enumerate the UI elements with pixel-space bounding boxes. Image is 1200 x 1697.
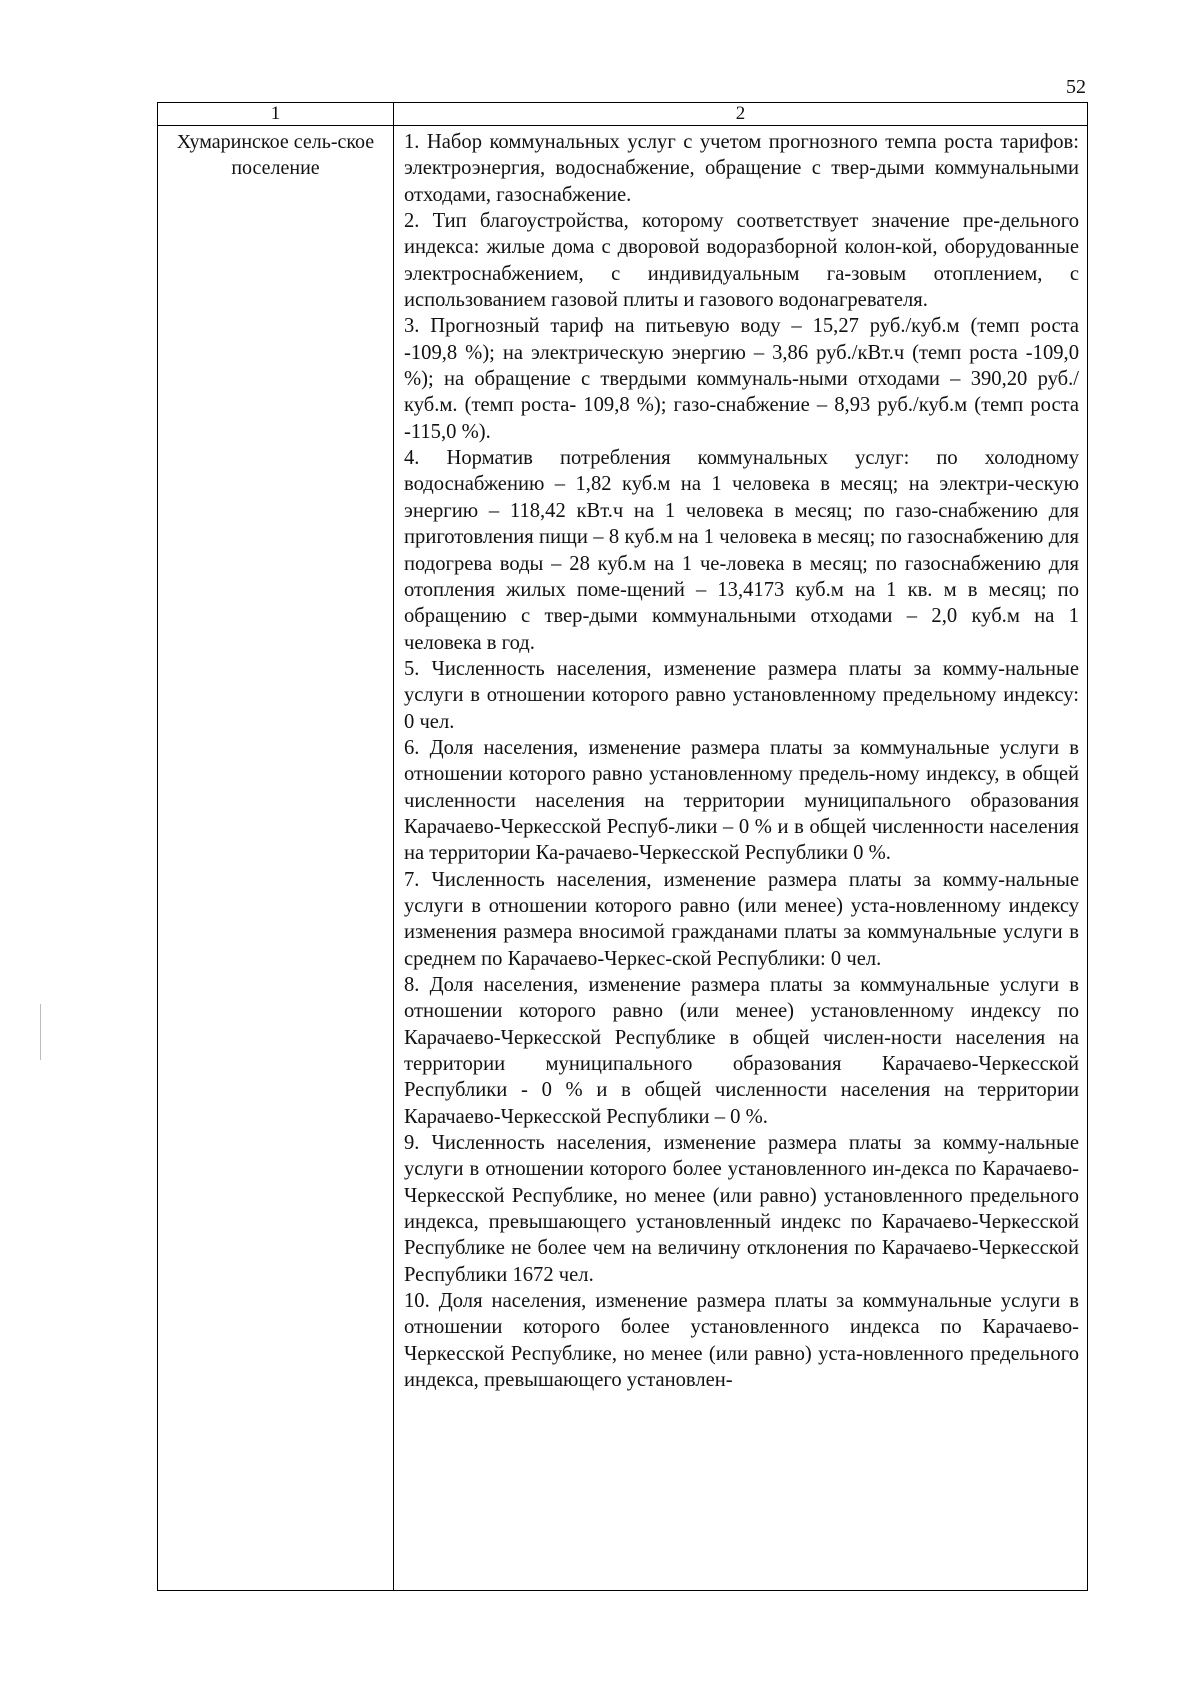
- paragraph-4: 4. Норматив потребления коммунальных услуг: по холодному водоснабжению – 1,82 куб.м на 1 человека в месяц; на электри-ческую энергию – 118,42 кВт.ч на 1 человека в месяц; по газо-снабжению для приготовления пищи – 8 куб.м на 1 человека в месяц; по газоснабжению для подогрева воды – 28 куб.м на 1 че-ловека в месяц; по газоснабжению для отопления жилых поме-щений – 13,4173 куб.м на 1 кв. м в месяц; по обращению с твер-дыми коммунальными отходами – 2,0 куб.м на 1 человека в год.: [404, 447, 1079, 654]
- paragraph-9: 9. Численность населения, изменение размера платы за комму-нальные услуги в отношении которого более установленного ин-декса по Карачаево-Черкесской Республике, но менее (или равно) установленного предельного индекса, превышающего установленный индекс по Карачаево-Черкесской Республике не более чем на величину отклонения по Карачаево-Черкесской Республики 1672 чел.: [404, 1132, 1079, 1286]
- paragraph-5: 5. Численность населения, изменение размера платы за комму-нальные услуги в отношении которого равно установленному предельному индексу: 0 чел.: [404, 657, 1079, 733]
- tariff-table: [157, 102, 1088, 1591]
- paragraph-3: 3. Прогнозный тариф на питьевую воду – 15,27 руб./куб.м (темп роста -109,8 %); на электрическую энергию – 3,86 руб./кВт.ч (темп роста -109,0 %); на обращение с твердыми коммуналь-ными отходами – 390,20 руб./куб.м. (темп роста- 109,8 %); газо-снабжение – 8,93 руб./куб.м (темп роста -115,0 %).: [404, 315, 1079, 443]
- page-number: 52: [1066, 76, 1086, 98]
- column-header-1: 1: [158, 103, 394, 126]
- column-header-2: 2: [394, 103, 1088, 126]
- table-row: [158, 126, 1088, 1591]
- paragraph-1: 1. Набор коммунальных услуг с учетом прогнозного темпа роста тарифов: электроэнергия, водоснабжение, обращение с твер-дыми коммунальными отходами, газоснабжение.: [404, 131, 1079, 206]
- paragraph-8: 8. Доля населения, изменение размера платы за коммунальные услуги в отношении которого равно (или менее) установленному индексу по Карачаево-Черкесской Республике в общей числен-ности населения на территории муниципального образования Карачаево-Черкесской Республики - 0 % и в общей численности населения на территории Карачаево-Черкесской Республики – 0 %.: [404, 974, 1079, 1128]
- conditions-cell: [394, 126, 1088, 1591]
- settlement-name-cell: [158, 126, 394, 1591]
- paragraph-10: 10. Доля населения, изменение размера платы за коммунальные услуги в отношении которого более установленного индекса по Карачаево-Черкесской Республике, но менее (или равно) уста-новленного предельного индекса, превышающего установлен-: [404, 1290, 1079, 1392]
- margin-mark: [40, 1004, 41, 1060]
- paragraph-2: 2. Тип благоустройства, которому соответствует значение пре-дельного индекса: жилые дома с дворовой водоразборной колон-кой, оборудованные электроснабжением, с индивидуальным га-зовым отоплением, с использованием газовой плиты и газового водонагревателя.: [404, 210, 1079, 312]
- table-header-row: [158, 103, 1088, 126]
- settlement-name: Хумаринское сель-ское поселение: [176, 131, 375, 179]
- paragraph-7: 7. Численность населения, изменение размера платы за комму-нальные услуги в отношении которого равно (или менее) уста-новленному индексу изменения размера вносимой гражданами платы за коммунальные услуги в среднем по Карачаево-Черкес-ской Республики: 0 чел.: [404, 868, 1079, 970]
- paragraph-6: 6. Доля населения, изменение размера платы за коммунальные услуги в отношении которого равно установленному предель-ному индексу, в общей численности населения на территории муниципального образования Карачаево-Черкесской Респуб-лики – 0 % и в общей численности населения на территории Ка-рачаево-Черкесской Республики 0 %.: [404, 736, 1079, 865]
